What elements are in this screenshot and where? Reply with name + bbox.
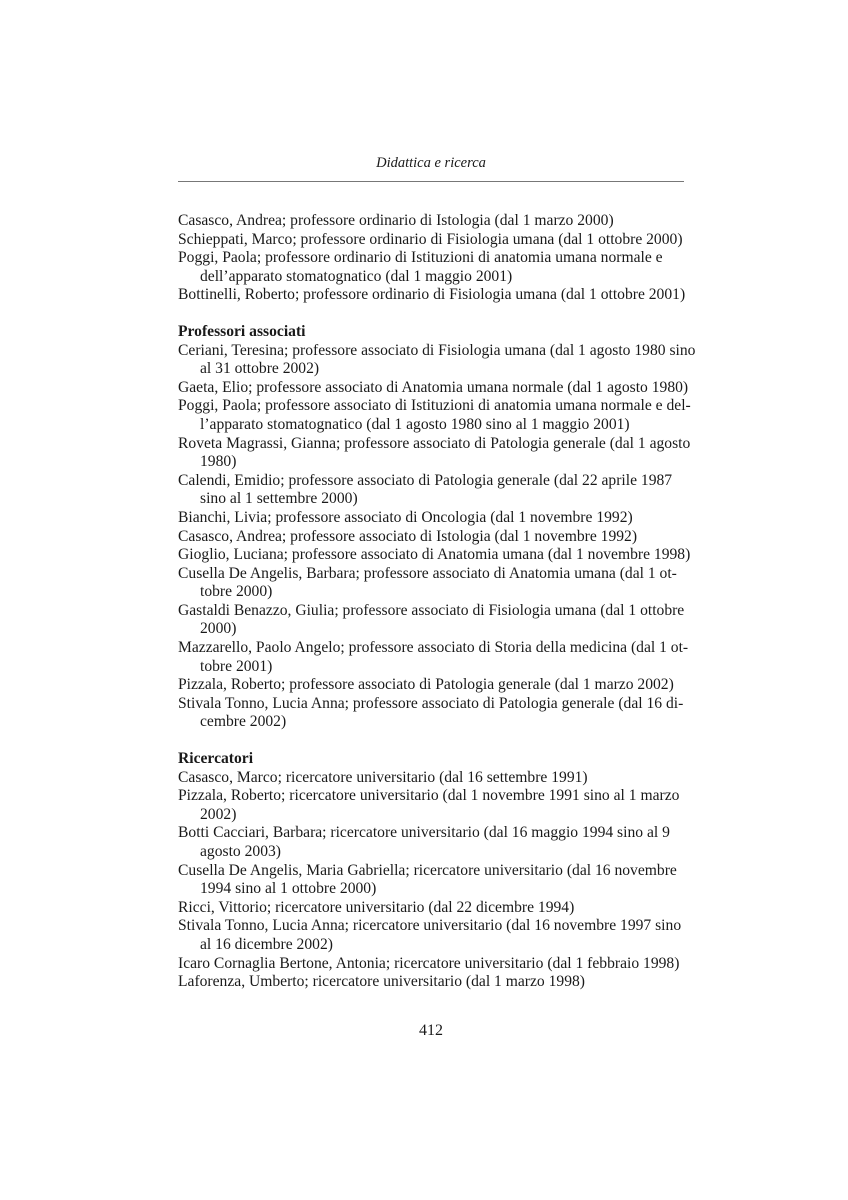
document-body bbox=[178, 212, 698, 992]
list-item bbox=[178, 695, 698, 732]
page-number: 412 bbox=[419, 1022, 443, 1039]
entry-line: tobre 2000) bbox=[200, 583, 273, 601]
entry-line: Gioglio, Luciana; professore associato di Anatomia umana (dal 1 novembre 1998) bbox=[178, 546, 691, 564]
entry-line: Pizzala, Roberto; ricercatore universitario (dal 1 novembre 1991 sino al 1 marzo bbox=[178, 787, 680, 805]
section-heading: Professori associati bbox=[178, 322, 306, 340]
list-item bbox=[178, 509, 698, 528]
entry-line: Bianchi, Livia; professore associato di Oncologia (dal 1 novembre 1992) bbox=[178, 508, 633, 526]
entry-line: Mazzarello, Paolo Angelo; professore associato di Storia della medicina (dal 1 ot- bbox=[178, 639, 689, 657]
entry-line: al 16 dicembre 2002) bbox=[200, 935, 333, 953]
entry-line: Botti Cacciari, Barbara; ricercatore universitario (dal 16 maggio 1994 sino al 9 bbox=[178, 824, 670, 842]
list-item bbox=[178, 472, 698, 509]
entry-line: Schieppati, Marco; professore ordinario di Fisiologia umana (dal 1 ottobre 2000) bbox=[178, 230, 683, 248]
entry-line: al 31 ottobre 2002) bbox=[200, 360, 320, 378]
list-item bbox=[178, 639, 698, 676]
list-item bbox=[178, 676, 698, 695]
entry-line: 1994 sino al 1 ottobre 2000) bbox=[200, 880, 377, 898]
entry-line: 1980) bbox=[200, 453, 237, 471]
list-item bbox=[178, 917, 698, 954]
entry-line: sino al 1 settembre 2000) bbox=[200, 490, 358, 508]
list-item bbox=[178, 546, 698, 565]
entry-line: Ricci, Vittorio; ricercatore universitario (dal 22 dicembre 1994) bbox=[178, 898, 575, 916]
entry-line: Cusella De Angelis, Maria Gabriella; ricercatore universitario (dal 16 novembre bbox=[178, 861, 677, 879]
entry-line: Poggi, Paola; professore ordinario di Istituzioni di anatomia umana normale e bbox=[178, 249, 663, 267]
entry-line: Casasco, Andrea; professore ordinario di Istologia (dal 1 marzo 2000) bbox=[178, 212, 614, 229]
entry-line: l’apparato stomatognatico (dal 1 agosto 1980 sino al 1 maggio 2001) bbox=[200, 415, 630, 433]
list-item bbox=[178, 899, 698, 918]
list-item bbox=[178, 973, 698, 992]
list-item bbox=[178, 286, 698, 305]
entry-line: Ceriani, Teresina; professore associato di Fisiologia umana (dal 1 agosto 1980 sino bbox=[178, 341, 696, 359]
entry-line: Stivala Tonno, Lucia Anna; professore associato di Patologia generale (dal 16 di- bbox=[178, 694, 684, 712]
section-ricercatori bbox=[178, 750, 698, 992]
entry-line: Poggi, Paola; professore associato di Istituzioni di anatomia umana normale e del- bbox=[178, 397, 691, 415]
entry-line: Gaeta, Elio; professore associato di Anatomia umana normale (dal 1 agosto 1980) bbox=[178, 378, 689, 396]
entry-line: Icaro Cornaglia Bertone, Antonia; ricercatore universitario (dal 1 febbraio 1998) bbox=[178, 954, 680, 972]
entry-line: Stivala Tonno, Lucia Anna; ricercatore universitario (dal 16 novembre 1997 sino bbox=[178, 917, 682, 935]
entry-line: Roveta Magrassi, Gianna; professore associato di Patologia generale (dal 1 agosto bbox=[178, 434, 691, 452]
entry-line: Bottinelli, Roberto; professore ordinario di Fisiologia umana (dal 1 ottobre 2001) bbox=[178, 286, 686, 304]
list-item bbox=[178, 824, 698, 861]
list-item bbox=[178, 435, 698, 472]
list-item bbox=[178, 379, 698, 398]
entry-line: 2000) bbox=[200, 620, 237, 638]
list-item bbox=[178, 602, 698, 639]
list-item bbox=[178, 955, 698, 974]
list-item bbox=[178, 397, 698, 434]
entry-line: Gastaldi Benazzo, Giulia; professore associato di Fisiologia umana (dal 1 ottobre bbox=[178, 601, 685, 619]
list-item bbox=[178, 787, 698, 824]
entry-line: Laforenza, Umberto; ricercatore universitario (dal 1 marzo 1998) bbox=[178, 973, 585, 991]
list-item bbox=[178, 249, 698, 286]
entry-line: Casasco, Andrea; professore associato di Istologia (dal 1 novembre 1992) bbox=[178, 527, 638, 545]
list-item bbox=[178, 342, 698, 379]
entry-line: Casasco, Marco; ricercatore universitario (dal 16 settembre 1991) bbox=[178, 768, 588, 786]
list-item bbox=[178, 862, 698, 899]
entry-line: cembre 2002) bbox=[200, 713, 287, 731]
list-item bbox=[178, 212, 698, 231]
header-rule bbox=[178, 181, 684, 182]
entry-line: Cusella De Angelis, Barbara; professore associato di Anatomia umana (dal 1 ot- bbox=[178, 564, 677, 582]
running-header: Didattica e ricerca bbox=[376, 155, 486, 171]
entry-line: tobre 2001) bbox=[200, 657, 273, 675]
section-ordinari bbox=[178, 212, 698, 305]
entry-line: 2002) bbox=[200, 805, 237, 823]
entry-line: agosto 2003) bbox=[200, 843, 281, 860]
entry-line: Calendi, Emidio; professore associato di Patologia generale (dal 22 aprile 1987 bbox=[178, 471, 673, 489]
entry-line: Pizzala, Roberto; professore associato di Patologia generale (dal 1 marzo 2002) bbox=[178, 676, 674, 694]
list-item bbox=[178, 231, 698, 250]
section-professori-associati bbox=[178, 323, 698, 732]
list-item bbox=[178, 769, 698, 788]
list-item bbox=[178, 565, 698, 602]
section-heading: Ricercatori bbox=[178, 750, 254, 768]
list-item bbox=[178, 528, 698, 547]
entry-line: dell’apparato stomatognatico (dal 1 maggio 2001) bbox=[200, 267, 513, 285]
